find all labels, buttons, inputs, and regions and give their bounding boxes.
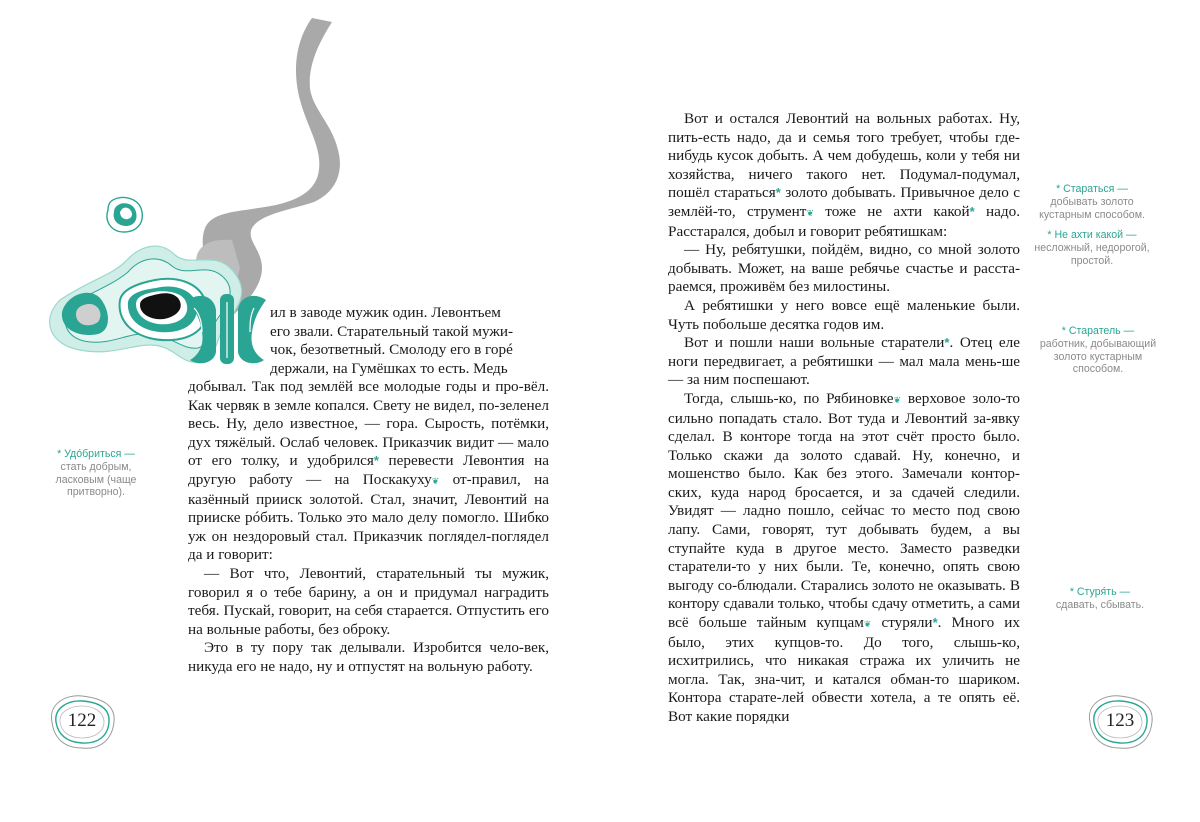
glossary-definition: несложный, недорогой, простой. [1034, 242, 1150, 267]
paragraph: А ребятишки у него вовсе ещё маленькие были. Чуть побольше десятка годов им. [668, 296, 1020, 333]
right-page [600, 0, 1200, 822]
paragraph: Тогда, слышь-ко, по Рябиновке❦ верховое золо-то сильно попадать стало. Вот туда и Левонтий за-явку сделал. В конторе тогда на этот счёт просто было. Только скажи да золото сдавай. Ну, конечно, и мошенство было. Как без этого. Замечали контор-ских, куда народ бросается, и за сдачей следили. Увидят — ладно пошло, сейчас то место под свою лапу. Сами, говорят, тут добывать будем, а вы ступайте куда в другое место. Заместо разведки старатели-то у них были. Те, конечно, опять свою выгоду со-блюдали. Старались золото не оказывать. В контору сдавали только, чтобы сдачу отметить, а сами всё больше тайным купцам❦ стуряли*. Много их было, этих купцов-то. До того, слышь-ко, исхитрились, что никакая стража их уличить не могла. Так, зна-чит, и катался обман-то шариком. Контора старате-лей обвести хотела, а те опять её. Вот какие порядки [668, 389, 1020, 725]
glossary-definition: сдавать, сбывать. [1055, 598, 1145, 611]
text-line: чок, безответный. Смолоду его в горé [270, 341, 513, 359]
text-line: его звали. Старательный такой мужи- [270, 322, 514, 340]
paragraph: Вот и остался Левонтий на вольных работах. Ну, пить-есть надо, да и семья того требует, чтобы где-нибудь кусок добыть. А чем добудешь, коли у тебя ни хозяйства, ничего такого нет. Подумал-подумал, пошёл стараться* золото добывать. Привычное дело с землёй-то, струмент❦ тоже не ахти какой* надо. Расстарался, добыл и говорит ребятишкам: [668, 110, 1020, 240]
footnote-asterisk[interactable]: * [775, 185, 781, 201]
glossary-term: * Стараться — [1056, 183, 1128, 195]
text-line: ил в заводе мужик один. Левонтьем [270, 304, 501, 321]
footnote-asterisk[interactable]: * [969, 203, 975, 219]
footnote-asterisk[interactable]: * [944, 335, 950, 351]
glossary-note [1040, 586, 1160, 612]
glossary-note [1036, 325, 1160, 376]
glossary-definition: работник, добывающий золото кустарным способом. [1039, 337, 1157, 376]
leaf-marker-icon: ❦ [893, 394, 901, 405]
paragraph: — Ну, ребятушки, пойдём, видно, со мной золото добывать. Может, на ваше ребячье счастье и расста-раемся, проживём без милостины. [668, 241, 1020, 296]
glossary-note [1032, 183, 1152, 268]
left-text-body [188, 378, 549, 677]
glossary-definition: стать добрым, ласковым (чаще притворно). [55, 460, 137, 499]
left-text-top [270, 304, 549, 378]
paragraph: — Вот что, Левонтий, старательный ты мужик, говорил я о тебе барину, а он и придумал наградить тебя. Пускай, говорит, на себя старается. Отпустить его на вольные работы, без оброку. [188, 564, 549, 638]
leaf-marker-icon: ❦ [431, 475, 440, 486]
leaf-marker-icon: ❦ [863, 619, 872, 630]
glossary-term: * Не ахти какой — [1047, 229, 1137, 242]
paragraph: Вот и пошли наши вольные старатели*. Отец еле ноги передвигает, а ребятишки — мал мала мень-ше — за ним поспешают. [668, 334, 1020, 389]
glossary-definition: добывать золото кустарным способом. [1039, 195, 1145, 221]
glossary-term: * Удóбриться — [57, 448, 135, 460]
glossary-note [40, 448, 152, 499]
page-number: 122 [67, 710, 97, 731]
footnote-asterisk[interactable]: * [932, 615, 938, 631]
paragraph: добывал. Так под землёй все молодые годы и про-вёл. Как червяк в земле копался. Свету не видел, по-зеленел весь. Ну, дело известное, — гора. Сырость, потёмки, дух тяжёлый. Ослаб человек. Приказчик видит — мало от его толку, и удобрился* перевести Левонтия на другую работу — на Поскакуху❦ от-правил, на казённый прииск золотой. Стал, значит, Левонтий на прииске рóбить. Только это мало делу помогло. Шибко уж он нездоровый стал. Приказчик поглядел-поглядел да и говорит: [188, 378, 549, 564]
glossary-term: * Старатель — [1061, 325, 1135, 337]
right-text-body [668, 110, 1020, 727]
text-line: держали, на Гумёшках то есть. Медь [270, 359, 508, 377]
drop-cap [180, 288, 276, 368]
paragraph: Это в ту пору так делывали. Изробится чело-век, никуда его не надо, ну и отпустят на вольную работу. [188, 639, 549, 675]
glossary-term: * Стуря́ть — [1069, 586, 1131, 598]
footnote-asterisk[interactable]: * [373, 453, 379, 469]
page-number: 123 [1105, 710, 1135, 731]
leaf-marker-icon: ❦ [806, 207, 814, 218]
